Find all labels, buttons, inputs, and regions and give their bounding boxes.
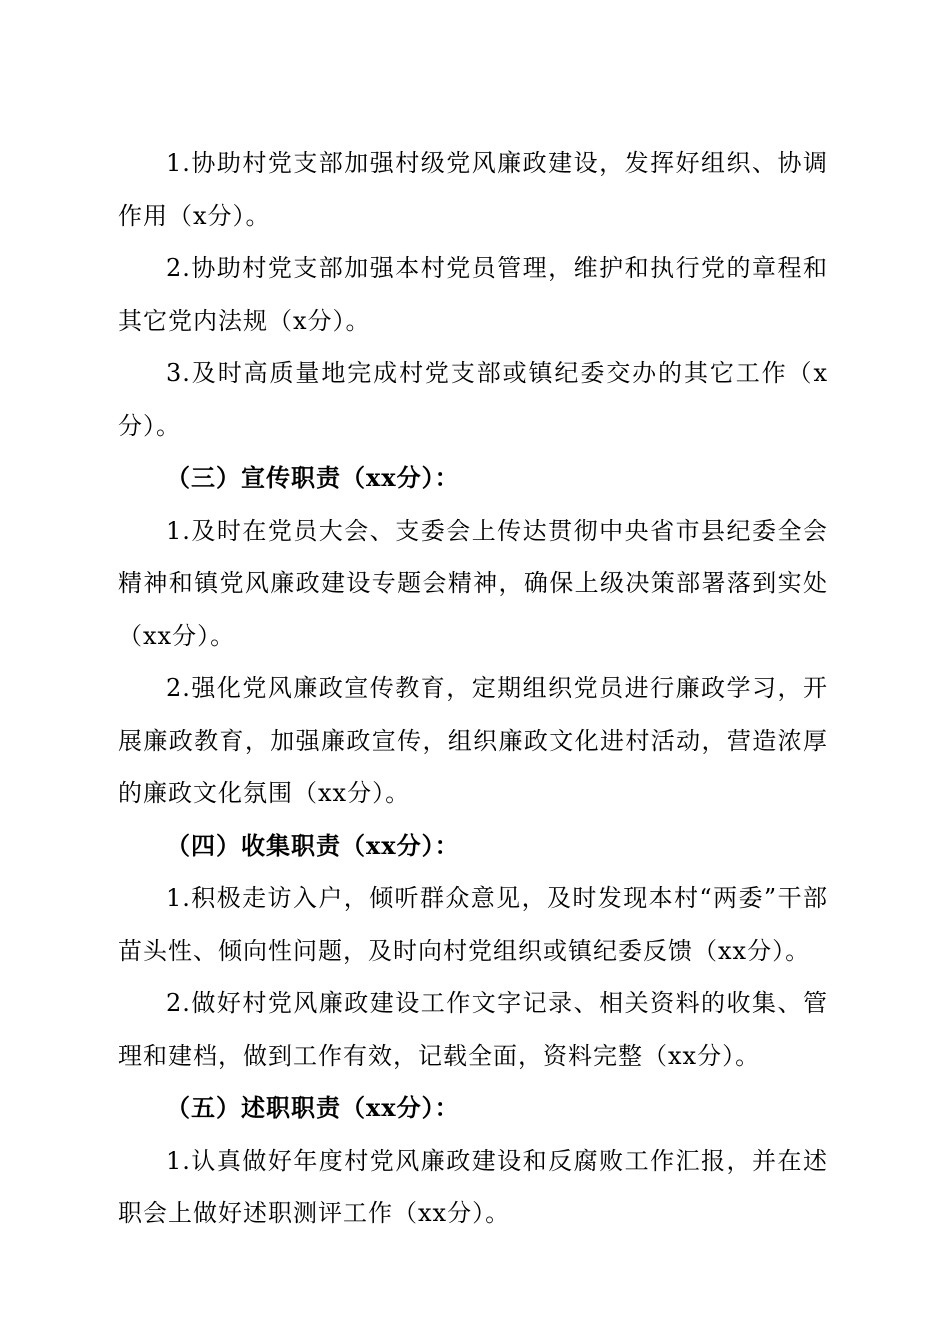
section-heading-collection: （四）收集职责（xx分）： xyxy=(166,830,460,860)
section-heading-propaganda: （三）宣传职责（xx分）： xyxy=(166,463,460,492)
item-paragraph: 1.及时在党员大会、支委会上传达贯彻中央省市县纪委全会精神和镇党风廉政建设专题会精神，确保上级决策部署落到实处（xx分）。 xyxy=(118,516,828,650)
item-paragraph: 1.协助村党支部加强村级党风廉政建设，发挥好组织、协调作用（x分）。 xyxy=(118,149,828,230)
item-paragraph: 1.积极走访入户，倾听群众意见，及时发现本村“两委”干部苗头性、倾向性问题，及时向村党组织或镇纪委反馈（xx分）。 xyxy=(118,884,828,965)
document-body xyxy=(118,137,828,1240)
item-paragraph: 2.强化党风廉政宣传教育，定期组织党员进行廉政学习，开展廉政教育，加强廉政宣传，组织廉政文化进村活动，营造浓厚的廉政文化氛围（xx分）。 xyxy=(118,674,828,807)
section-heading-report: （五）述职职责（xx分）： xyxy=(166,1093,460,1122)
item-paragraph: 3.及时高质量地完成村党支部或镇纪委交办的其它工作（x分）。 xyxy=(118,359,828,440)
item-paragraph: 1.认真做好年度村党风廉政建设和反腐败工作汇报，并在述职会上做好述职测评工作（xx分）。 xyxy=(118,1146,828,1227)
item-paragraph: 2.做好村党风廉政建设工作文字记录、相关资料的收集、管理和建档，做到工作有效，记载全面，资料完整（xx分）。 xyxy=(118,989,828,1070)
item-paragraph: 2.协助村党支部加强本村党员管理，维护和执行党的章程和其它党内法规（x分）。 xyxy=(118,254,828,335)
